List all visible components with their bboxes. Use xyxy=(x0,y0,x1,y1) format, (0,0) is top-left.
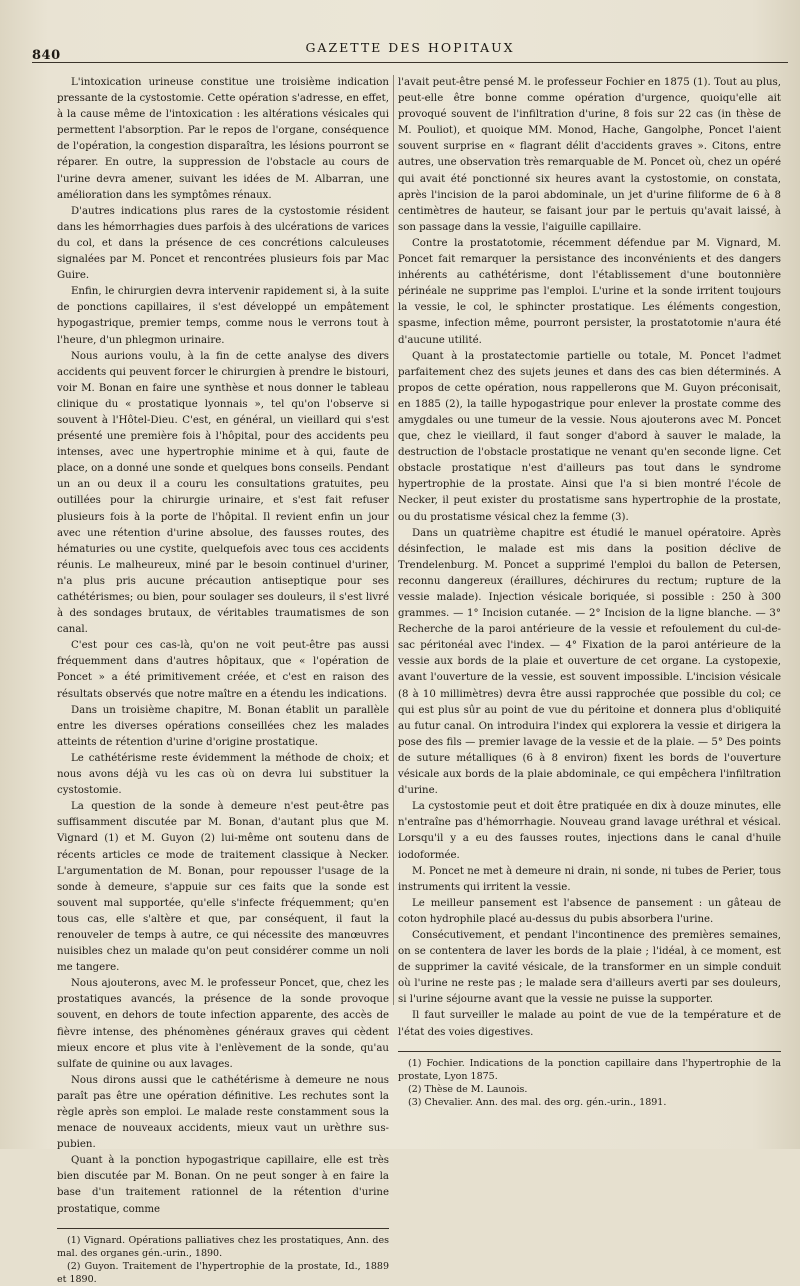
paragraph: L'intoxication urineuse constitue une troisième indication pressante de la cystostomie. Cette opération s'adresse, en effet, à la cause même de l'intoxication : les altérations vésicales qui permettent l'absorption. Par le repos de l'organe, conséquence de l'opération, la congestion disparaîtra, les lésions pourront se réparer. En outre, la suppression de l'obstacle au cours de l'urine devra amener, suivant les idées de M. Albarran, une amélioration dans les symptômes rénaux. xyxy=(57,77,389,201)
paragraph: La question de la sonde à demeure n'est peut-être pas suffisamment discutée par M. Bonan, d'autant plus que M. Vignard (1) et M. Guyon (2) lui-même ont soutenu dans de récents articles ce mode de traitement classique à Necker. L'argumentation de M. Bonan, pour repousser l'usage de la sonde à demeure, s'appuie sur ces faits que la sonde est souvent mal supportée, qu'elle s'infecte fréquemment; qu'en tous cas, elle s'altère et que, par conséquent, il faut la renouveler de temps à autre, ce qui nécessite des manœuvres nuisibles chez un malade qu'on peut considérer comme un noli me tangere. xyxy=(57,801,389,974)
running-title: GAZETTE DES HOPITAUX xyxy=(305,40,515,55)
paragraph: Nous ajouterons, avec M. le professeur Poncet, que, chez les prostatiques avancés, la présence de la sonde provoque souvent, en dehors de toute infection apparente, des accès de fièvre intense, des phénomènes généraux graves qui cèdent mieux encore et plus vite à l'enlèvement de la sonde, qu'au sulfate de quinine ou aux lavages. xyxy=(57,978,389,1070)
paragraph: Le cathétérisme reste évidemment la méthode de choix; et nous avons déjà vu les cas où on devra lui substituer la cystostomie. xyxy=(57,752,389,797)
footnote: (1) Vignard. Opérations palliatives chez les prostatiques, Ann. des mal. des organes gén.-urin., 1890. xyxy=(57,1234,389,1259)
footnote-rule xyxy=(398,1051,781,1052)
paragraph: La cystostomie peut et doit être pratiquée en dix à douze minutes, elle n'entraîne pas d'hémorrhagie. Nouveau grand lavage uréthral et vésical. Lorsqu'il y a eu des fausses routes, injections dans le canal d'huile iodoformée. xyxy=(398,801,781,861)
paragraph: Contre la prostatotomie, récemment défendue par M. Vignard, M. Poncet fait remarquer la persistance des inconvénients et des dangers inhérents au cathétérisme, dont l'établissement d'une boutonnière périnéale ne supprime pas l'emploi. L'urine et la sonde irritent toujours la vessie, le col, le sphincter prostatique. Les éléments congestion, spasme, infection même, pourront persister, la prostatotomie n'aura été d'aucune utilité. xyxy=(398,237,781,346)
paragraph: l'avait peut-être pensé M. le professeur Fochier en 1875 (1). Tout au plus, peut-elle être bonne comme opération d'urgence, quoiqu'elle ait provoqué souvent de l'infiltration d'urine, 8 fois sur 22 cas (in thèse de M. Pouliot), et quoique MM. Monod, Hache, Gangolphe, Poncet l'aient souvent surprise en « flagrant délit d'accidents graves ». Citons, entre autres, une observation très remarquable de M. Poncet où, chez un opéré qui avait été ponctionné six heures avant la cystostomie, on constata, après l'incision de la paroi abdominale, un jet d'urine filiforme de 6 à 8 centimètres de hauteur, se faisant jour par le pertuis qu'avait laissé, à son passage dans la vessie, l'aiguille capillaire. xyxy=(398,77,781,233)
footnote: (2) Thèse de M. Launois. xyxy=(408,1083,528,1095)
footnote: (1) Fochier. Indications de la ponction capillaire dans l'hypertrophie de la prostate, Lyon 1875. xyxy=(398,1057,781,1082)
paragraph: Nous aurions voulu, à la fin de cette analyse des divers accidents qui peuvent forcer le chirurgien à prendre le bistouri, voir M. Bonan en faire une synthèse et nous donner le tableau clinique du « prostatique lyonnais », tel qu'on l'observe si souvent à l'Hôtel-Dieu. C'est, en général, un vieillard qui s'est présenté une première fois à l'hôpital, pour des accidents peu intenses, avec une hypertrophie minime et à qui, faute de place, on a donné une sonde et quelques bons conseils. Pendant un an ou deux il a couru les consultations gratuites, peu outillées pour la chirurgie urinaire, et s'est fait refuser plusieurs fois à la porte de l'hôpital. Il revient enfin un jour avec une rétention d'urine absolue, des fausses routes, des hématuries ou une cystite, quelquefois avec tous ces accidents réunis. Le malheureux, miné par le besoin continuel d'uriner, n'a plus pris aucune précaution antiseptique pour ses cathétérismes; ou bien, pour soulager ses douleurs, il s'est livré à des sondages brutaux, de véritables traumatismes de son canal. xyxy=(57,350,389,636)
paragraph: M. Poncet ne met à demeure ni drain, ni sonde, ni tubes de Perier, tous instruments qui irritent la vessie. xyxy=(398,865,781,893)
page-header xyxy=(32,38,788,63)
column-divider xyxy=(393,75,394,1005)
paragraph: C'est pour ces cas-là, qu'on ne voit peut-être pas aussi fréquemment dans d'autres hôpitaux, que « l'opération de Poncet » a été primitivement créée, et c'est en raison des résultats observés que notre maître en a étendu les indications. xyxy=(57,640,389,700)
paragraph: Il faut surveiller le malade au point de vue de la température et de l'état des voies digestives. xyxy=(398,1010,781,1038)
footnote-rule xyxy=(57,1228,389,1229)
left-footnotes xyxy=(57,1234,389,1286)
footnote: (3) Chevalier. Ann. des mal. des org. gén.-urin., 1891. xyxy=(408,1096,667,1108)
paragraph: D'autres indications plus rares de la cystostomie résident dans les hémorrhagies dues parfois à des ulcérations de varices du col, et dans la présence de ces concrétions calculeuses signalées par M. Poncet et rencontrées plusieurs fois par Mac Guire. xyxy=(57,205,389,282)
paragraph: Enfin, le chirurgien devra intervenir rapidement si, à la suite de ponctions capillaires, il s'est développé un empâtement hypogastrique, premier temps, comme nous le verrons tout à l'heure, d'un phlegmon urinaire. xyxy=(57,286,389,346)
paragraph: Nous dirons aussi que le cathétérisme à demeure ne nous paraît pas être une opération définitive. Les rechutes sont la règle après son emploi. Le malade reste constamment sous la menace de nouveaux accidents, mieux vaut un urèthre sus-pubien. xyxy=(57,1074,389,1151)
paragraph: Dans un quatrième chapitre est étudié le manuel opératoire. Après désinfection, le malade est mis dans la position déclive de Trendelenburg. M. Poncet a supprimé l'emploi du ballon de Petersen, reconnu dangereux (éraillures, déchirures du rectum; rupture de la vessie malade). Injection vésicale boriquée, si possible : 250 à 300 grammes. — 1° Incision cutanée. — 2° Incision de la ligne blanche. — 3° Recherche de la paroi antérieure de la vessie et refoulement du cul-de-sac péritonéal avec l'index. — 4° Fixation de la paroi antérieure de la vessie aux bords de la plaie et ouverture de cet organe. La cystopexie, avant l'ouverture de la vessie, est souvent impossible. L'incision vésicale (8 à 10 millimètres) devra être aussi rapprochée que possible du col; ce qui est plus sûr au point de vue du péritoine et donnera plus d'obliquité au futur canal. On introduira l'index qui explorera la vessie et dirigera la pose des fils — premier lavage de la vessie et de la plaie. — 5° Des points de suture métalliques (6 à 8 environ) fixent les bords de l'ouverture vésicale aux bords de la plaie abdominale, ce qui empêchera l'infiltration d'urine. xyxy=(398,527,781,797)
paragraph: Consécutivement, et pendant l'incontinence des premières semaines, on se contentera de laver les bords de la plaie ; l'idéal, à ce moment, est de supprimer la cavité vésicale, de la transformer en un simple conduit où l'urine ne reste pas ; le malade sera d'ailleurs averti par ses douleurs, si l'urine séjourne avant que la vessie ne puisse la supporter. xyxy=(398,929,781,1006)
paragraph: Quant à la prostatectomie partielle ou totale, M. Poncet l'admet parfaitement chez des sujets jeunes et dans des cas bien déterminés. A propos de cette opération, nous rappellerons que M. Guyon préconisait, en 1885 (2), la taille hypogastrique pour enlever la prostate comme des amygdales ou une tumeur de la vessie. Nous ajouterons avec M. Poncet que, chez le vieillard, il faut songer d'abord à sauver le malade, la destruction de l'obstacle prostatique ne venant qu'en seconde ligne. Cet obstacle prostatique n'est d'ailleurs pas tout dans le syndrome hypertrophie de la prostate. Ainsi que l'a si bien montré l'école de Necker, il peut exister du prostatisme sans hypertrophie de la prostate, ou du prostatisme vésical chez la femme (3). xyxy=(398,350,781,523)
left-column xyxy=(57,75,389,1286)
right-footnotes xyxy=(398,1057,781,1109)
paragraph: Dans un troisième chapitre, M. Bonan établit un parallèle entre les diverses opérations conseillées chez les malades atteints de rétention d'urine d'origine prostatique. xyxy=(57,704,389,748)
paragraph: Quant à la ponction hypogastrique capillaire, elle est très bien discutée par M. Bonan. On ne peut songer à en faire la base d'un traitement rationnel de la rétention d'urine prostatique, comme xyxy=(57,1155,389,1215)
footnote: (2) Guyon. Traitement de l'hypertrophie de la prostate, Id., 1889 et 1890. xyxy=(57,1260,389,1285)
paragraph: Le meilleur pansement est l'absence de pansement : un gâteau de coton hydrophile placé au-dessus du pubis absorbera l'urine. xyxy=(398,897,781,925)
right-column xyxy=(398,75,781,1109)
page-number: 840 xyxy=(32,48,61,63)
